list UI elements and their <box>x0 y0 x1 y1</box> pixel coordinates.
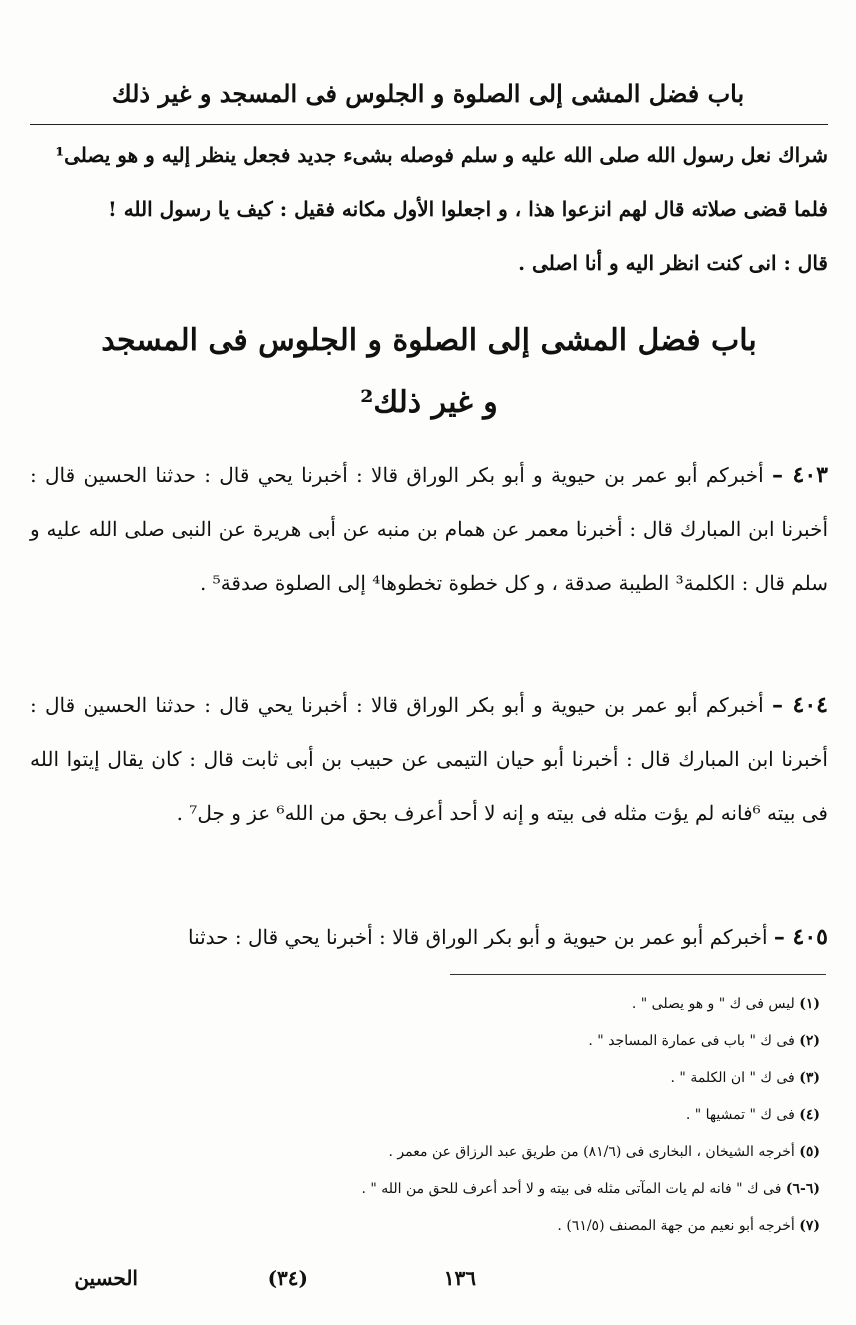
intro-line-2: فلما قضى صلاته قال لهم انزعوا هذا ، و اجعلوا الأول مكانه فقيل : كيف يا رسول الله ! <box>107 197 828 221</box>
footnote-mark: (٧) <box>799 1218 820 1234</box>
footnote-text: أخرجه الشيخان ، البخارى فى (٨١/٦) من طريق عبد الرزاق عن معمر . <box>388 1144 795 1160</box>
hadith-number: ٤٠٥ – <box>773 924 828 950</box>
footnote-text: ليس فى ك " و هو يصلى " . <box>631 996 795 1012</box>
hadith-number: ٤٠٤ – <box>771 692 828 718</box>
footnote-1 <box>40 986 820 1023</box>
footnote-6 <box>40 1171 820 1208</box>
footnote-text: فى ك " ان الكلمة " . <box>670 1070 795 1086</box>
footnotes <box>40 986 820 1245</box>
footnote-mark: (٣) <box>799 1070 820 1086</box>
hadith-text: أخبركم أبو عمر بن حيوية و أبو بكر الوراق قالا : أخبرنا يحي قال : حدثنا الحسين قال : أخبرنا ابن المبارك قال : أخبرنا أبو حيان التيمى عن حبيب بن أبى ثابت قال : كان يقال إيتوا الله فى بيته ⁶فانه لم يؤت مثله فى بيته و إنه لا أحد أعرف بحق من الله⁶ عز و جل⁷ . <box>30 693 828 825</box>
signature-number: (٣٤) <box>267 1266 308 1290</box>
chapter-title-line-1: باب فضل المشى إلى الصلوة و الجلوس فى المسجد <box>101 323 757 358</box>
footnote-mark: (١) <box>799 996 820 1012</box>
footnote-4 <box>40 1097 820 1134</box>
page-number: ١٣٦ <box>443 1266 476 1290</box>
intro-line-1: شراك نعل رسول الله صلى الله عليه و سلم فوصله بشىء جديد فجعل ينظر إليه و هو يصلى¹ <box>55 143 828 167</box>
header-rule <box>30 124 828 125</box>
footnote-rule <box>450 974 826 975</box>
hadith-404 <box>30 678 828 840</box>
footnote-mark: (٢) <box>799 1033 820 1049</box>
footnote-5 <box>40 1134 820 1171</box>
footnote-mark: (٥) <box>799 1144 820 1160</box>
footnote-text: أخرجه أبو نعيم من جهة المصنف (٦١/٥) . <box>557 1218 795 1234</box>
footnote-text: فى ك " فانه لم يات المآتى مثله فى بيته و لا أحد أعرف للحق من الله " . <box>361 1181 782 1197</box>
hadith-text: أخبركم أبو عمر بن حيوية و أبو بكر الوراق قالا : أخبرنا يحي قال : حدثنا الحسين قال : أخبرنا ابن المبارك قال : أخبرنا معمر عن همام بن منبه عن أبى هريرة عن النبى صلى الله عليه و سلم قال : الكلمة³ الطيبة صدقة ، و كل خطوة تخطوها⁴ إلى الصلوة صدقة⁵ . <box>30 463 828 595</box>
footnote-2 <box>40 1023 820 1060</box>
chapter-title <box>30 310 828 434</box>
intro-line-3: قال : انى كنت انظر اليه و أنا اصلى . <box>518 251 828 275</box>
footnote-mark: (٤) <box>799 1107 820 1123</box>
footnote-text: فى ك " باب فى عمارة المساجد " . <box>588 1033 795 1049</box>
footnote-7 <box>40 1208 820 1245</box>
hadith-text: أخبركم أبو عمر بن حيوية و أبو بكر الوراق قالا : أخبرنا يحي قال : حدثنا <box>187 925 768 949</box>
footnote-mark: (٦-٦) <box>785 1181 820 1197</box>
footer-label: الحسين <box>74 1266 138 1290</box>
hadith-403 <box>30 448 828 610</box>
page-footer <box>0 1262 856 1294</box>
hadith-number: ٤٠٣ – <box>771 462 828 488</box>
chapter-title-line-2: و غير ذلك² <box>360 385 498 420</box>
footnote-text: فى ك " تمشيها " . <box>685 1107 795 1123</box>
hadith-405 <box>30 910 828 964</box>
running-head: باب فضل المشى إلى الصلوة و الجلوس فى المسجد و غير ذلك <box>111 79 745 108</box>
footnote-3 <box>40 1060 820 1097</box>
intro-paragraph <box>30 128 828 290</box>
